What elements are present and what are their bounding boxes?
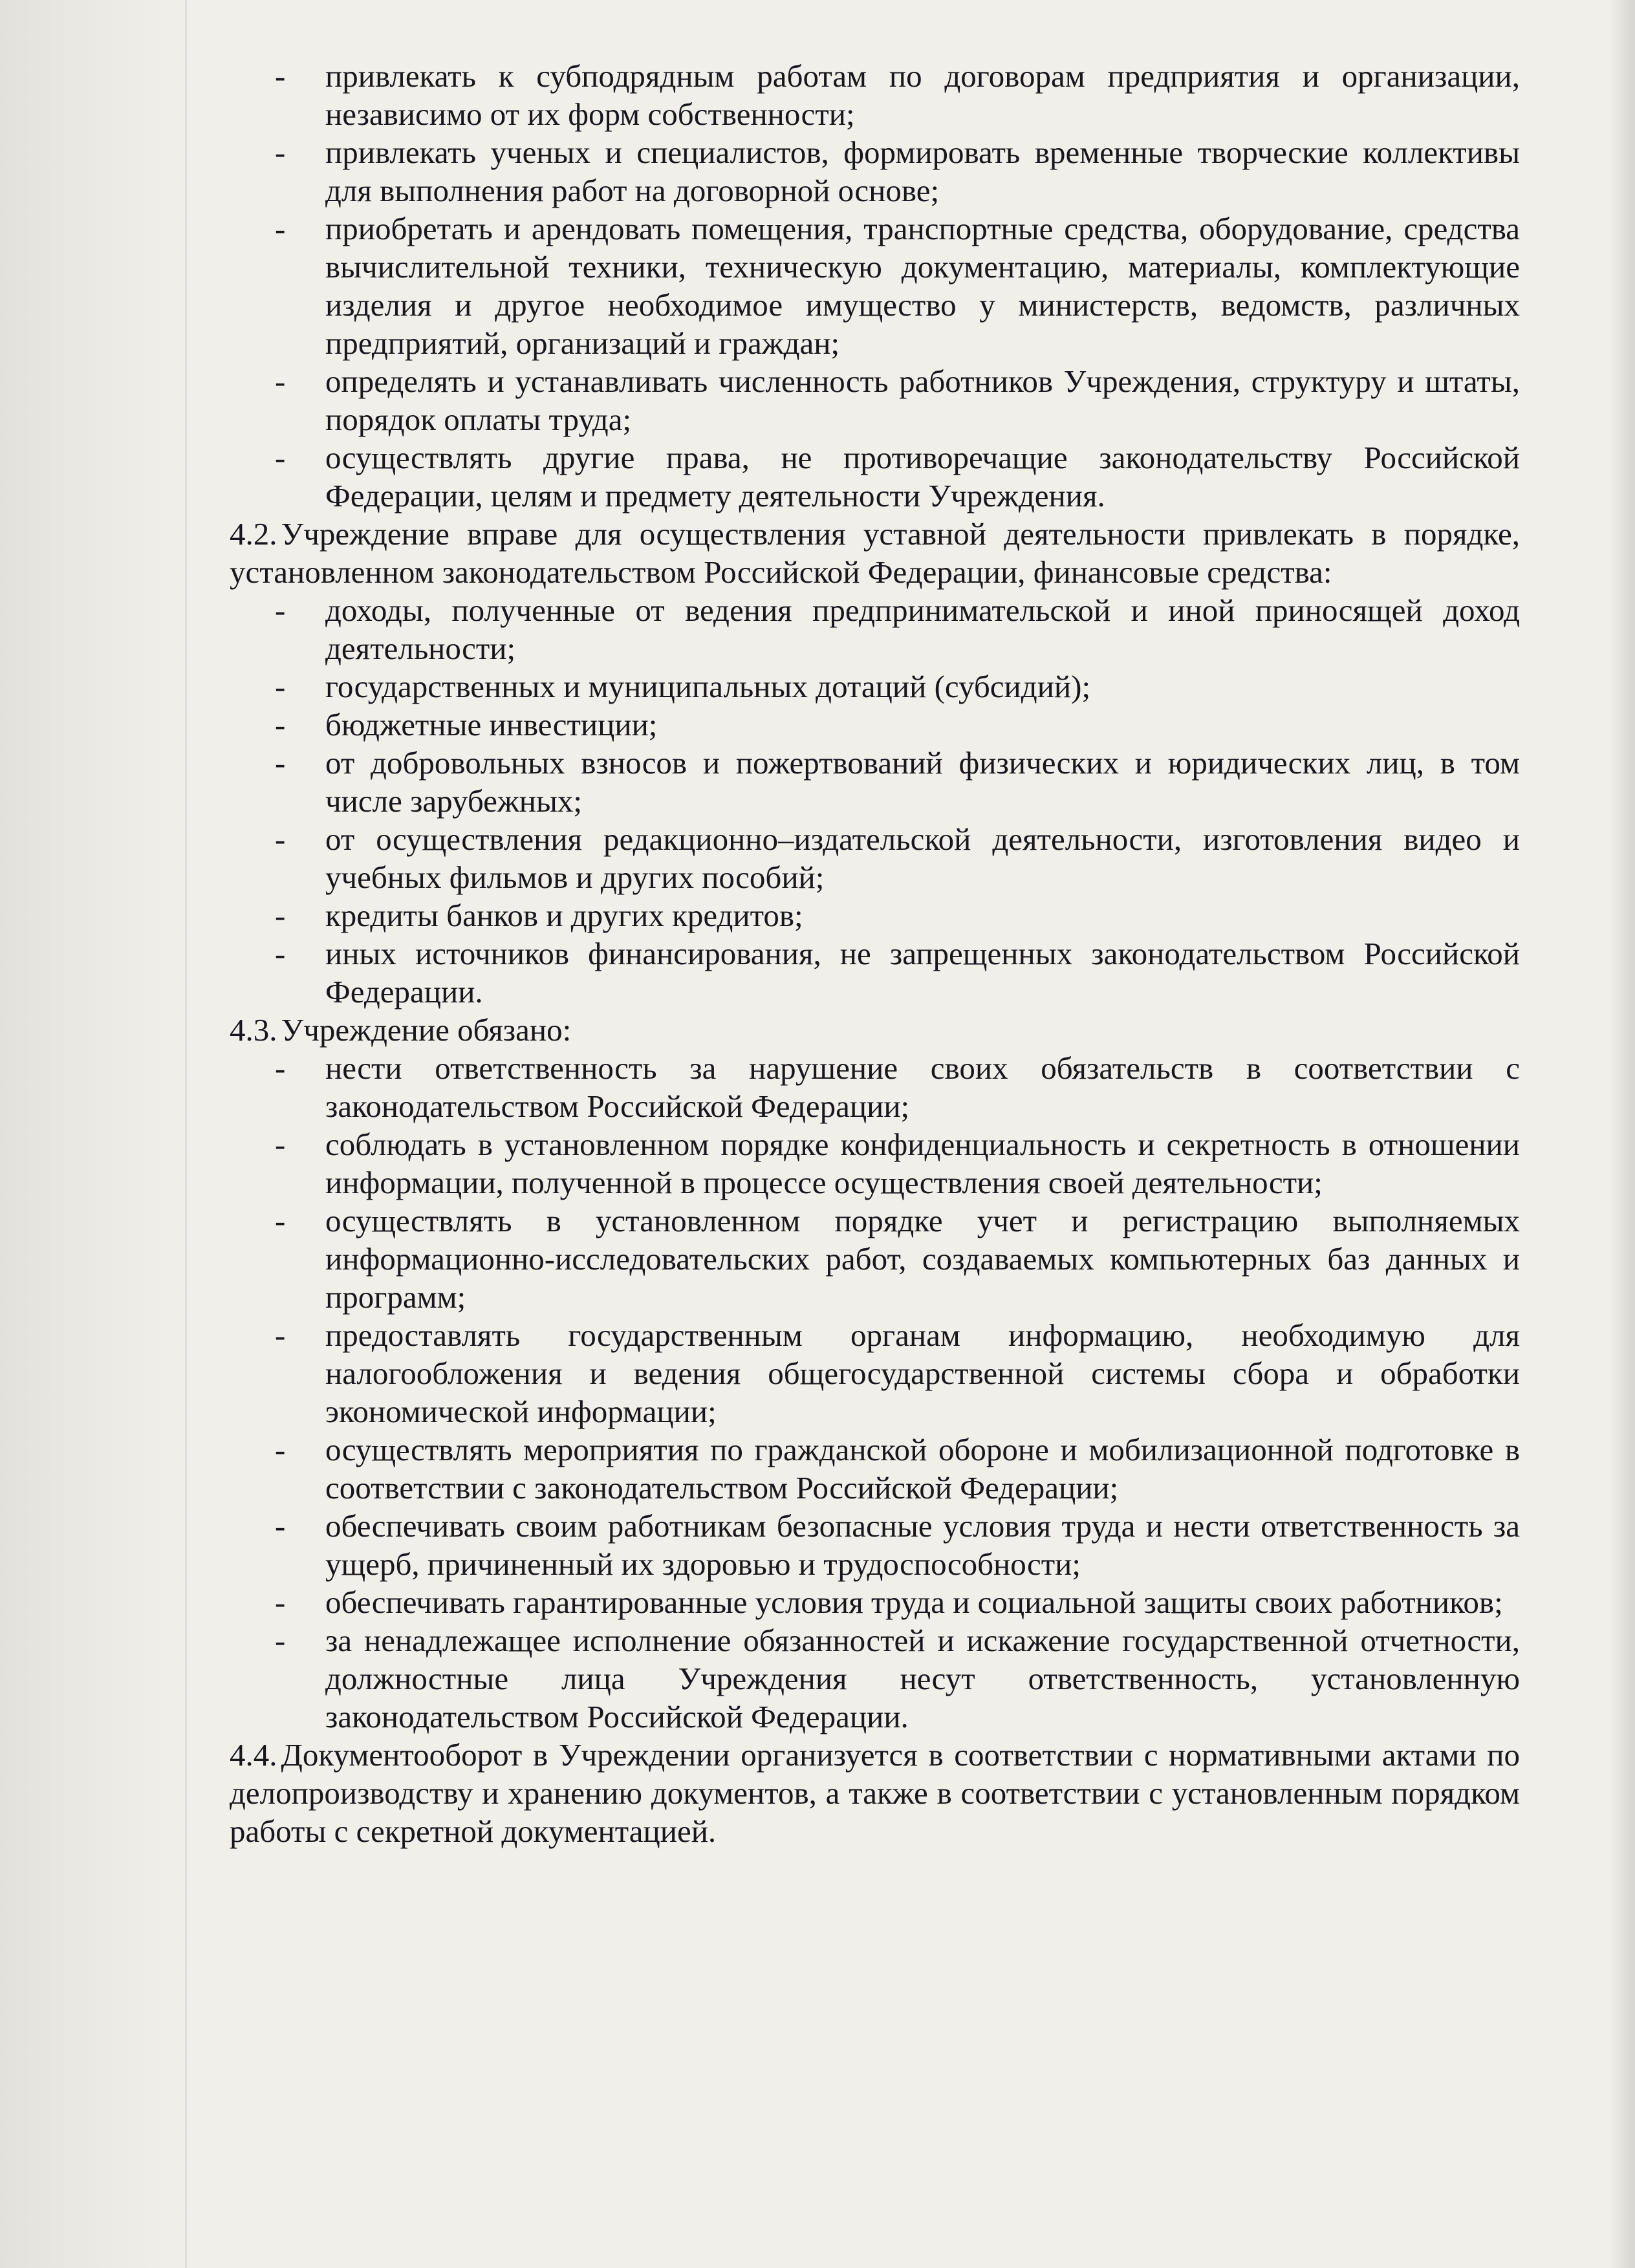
- section-number: 4.2.: [230, 516, 277, 552]
- dash-marker: -: [275, 135, 286, 170]
- list-item: [230, 1049, 1520, 1125]
- list-item: [230, 1621, 1520, 1736]
- dash-marker: -: [275, 363, 286, 399]
- section-number: 4.3.: [230, 1012, 277, 1048]
- list-item-text: осуществлять мероприятия по гражданской обороне и мобилизационной подготовке в соответствии с законодательством Российской Федерации;: [325, 1432, 1520, 1506]
- list-item: [230, 744, 1520, 820]
- list-item-text: соблюдать в установленном порядке конфиденциальность и секретность в отношении информации, полученной в процессе осуществления своей деятельности;: [325, 1127, 1520, 1200]
- dash-marker: -: [275, 1050, 286, 1086]
- page-fold-line: [185, 0, 187, 2268]
- document-body: [230, 57, 1520, 1850]
- list-item-text: иных источников финансирования, не запрещенных законодательством Российской Федерации.: [325, 936, 1520, 1010]
- dash-marker: -: [275, 58, 286, 94]
- list-item-text: обеспечивать гарантированные условия труда и социальной защиты своих работников;: [325, 1584, 1503, 1620]
- list-item-text: бюджетные инвестиции;: [325, 707, 658, 742]
- list-item-text: осуществлять другие права, не противоречащие законодательству Российской Федерации, целям и предмету деятельности Учреждения.: [325, 440, 1520, 513]
- page-edge-shadow-right: [1609, 0, 1635, 2268]
- list-item: [230, 210, 1520, 362]
- dash-marker: -: [275, 1508, 286, 1544]
- dash-marker: -: [275, 592, 286, 628]
- list-item-text: предоставлять государственным органам информацию, необходимую для налогообложения и ведения общегосударственной системы сбора и обработки экономической информации;: [325, 1317, 1520, 1429]
- list-item: [230, 591, 1520, 667]
- dash-marker: -: [275, 211, 286, 246]
- list-item: [230, 438, 1520, 515]
- section-4-2-paragraph: [230, 515, 1520, 591]
- dash-marker: -: [275, 440, 286, 475]
- dash-marker: -: [275, 1317, 286, 1353]
- section-text: Учреждение вправе для осуществления уставной деятельности привлекать в порядке, установленном законодательством Российской Федерации, финансовые средства:: [230, 516, 1520, 590]
- list-item: [230, 1583, 1520, 1621]
- list-item: [230, 820, 1520, 896]
- list-item-text: государственных и муниципальных дотаций (субсидий);: [325, 669, 1091, 704]
- list-item: [230, 896, 1520, 934]
- list-item: [230, 57, 1520, 133]
- list-item-text: осуществлять в установленном порядке учет и регистрацию выполняемых информационно-исследовательских работ, создаваемых компьютерных баз данных и программ;: [325, 1203, 1520, 1315]
- list-item: [230, 1125, 1520, 1202]
- list-item-text: от осуществления редакционно–издательской деятельности, изготовления видео и учебных фильмов и других пособий;: [325, 821, 1520, 895]
- list-item-text: обеспечивать своим работникам безопасные условия труда и нести ответственность за ущерб, причиненный их здоровью и трудоспособности;: [325, 1508, 1520, 1582]
- section-4-3-paragraph: [230, 1011, 1520, 1049]
- list-item: [230, 1202, 1520, 1316]
- list-item-text: доходы, полученные от ведения предпринимательской и иной приносящей доход деятельности;: [325, 592, 1520, 666]
- rights-list: [230, 57, 1520, 515]
- section-number: 4.4.: [230, 1737, 277, 1773]
- funding-sources-list: [230, 591, 1520, 1011]
- list-item-text: определять и устанавливать численность работников Учреждения, структуру и штаты, порядок оплаты труда;: [325, 363, 1520, 437]
- obligations-list: [230, 1049, 1520, 1736]
- dash-marker: -: [275, 1432, 286, 1467]
- list-item-text: привлекать ученых и специалистов, формировать временные творческие коллективы для выполнения работ на договорной основе;: [325, 135, 1520, 208]
- dash-marker: -: [275, 1623, 286, 1658]
- dash-marker: -: [275, 745, 286, 781]
- list-item: [230, 1507, 1520, 1583]
- dash-marker: -: [275, 1584, 286, 1620]
- list-item-text: нести ответственность за нарушение своих обязательств в соответствии с законодательством Российской Федерации;: [325, 1050, 1520, 1124]
- list-item-text: кредиты банков и других кредитов;: [325, 898, 803, 933]
- dash-marker: -: [275, 936, 286, 971]
- dash-marker: -: [275, 707, 286, 742]
- section-text: Учреждение обязано:: [281, 1012, 572, 1048]
- list-item-text: приобретать и арендовать помещения, транспортные средства, оборудование, средства вычислительной техники, техническую документацию, материалы, комплектующие изделия и другое необходимое имущество у министерств, ведомств, различных предприятий, организаций и граждан;: [325, 211, 1520, 361]
- dash-marker: -: [275, 669, 286, 704]
- list-item: [230, 934, 1520, 1011]
- list-item: [230, 1431, 1520, 1507]
- section-text: Документооборот в Учреждении организуется в соответствии с нормативными актами по делопроизводству и хранению документов, а также в соответствии с установленным порядком работы с секретной документацией.: [230, 1737, 1520, 1849]
- list-item: [230, 133, 1520, 210]
- list-item: [230, 706, 1520, 744]
- list-item-text: за ненадлежащее исполнение обязанностей и искажение государственной отчетности, должностные лица Учреждения несут ответственность, установленную законодательством Российской Федерации.: [325, 1623, 1520, 1734]
- dash-marker: -: [275, 898, 286, 933]
- dash-marker: -: [275, 1203, 286, 1238]
- list-item: [230, 667, 1520, 706]
- list-item: [230, 362, 1520, 438]
- dash-marker: -: [275, 1127, 286, 1162]
- list-item-text: от добровольных взносов и пожертвований физических и юридических лиц, в том числе зарубежных;: [325, 745, 1520, 819]
- page-edge-shadow-left: [0, 0, 194, 2268]
- list-item-text: привлекать к субподрядным работам по договорам предприятия и организации, независимо от их форм собственности;: [325, 58, 1520, 132]
- list-item: [230, 1316, 1520, 1431]
- dash-marker: -: [275, 821, 286, 857]
- section-4-4-paragraph: [230, 1736, 1520, 1850]
